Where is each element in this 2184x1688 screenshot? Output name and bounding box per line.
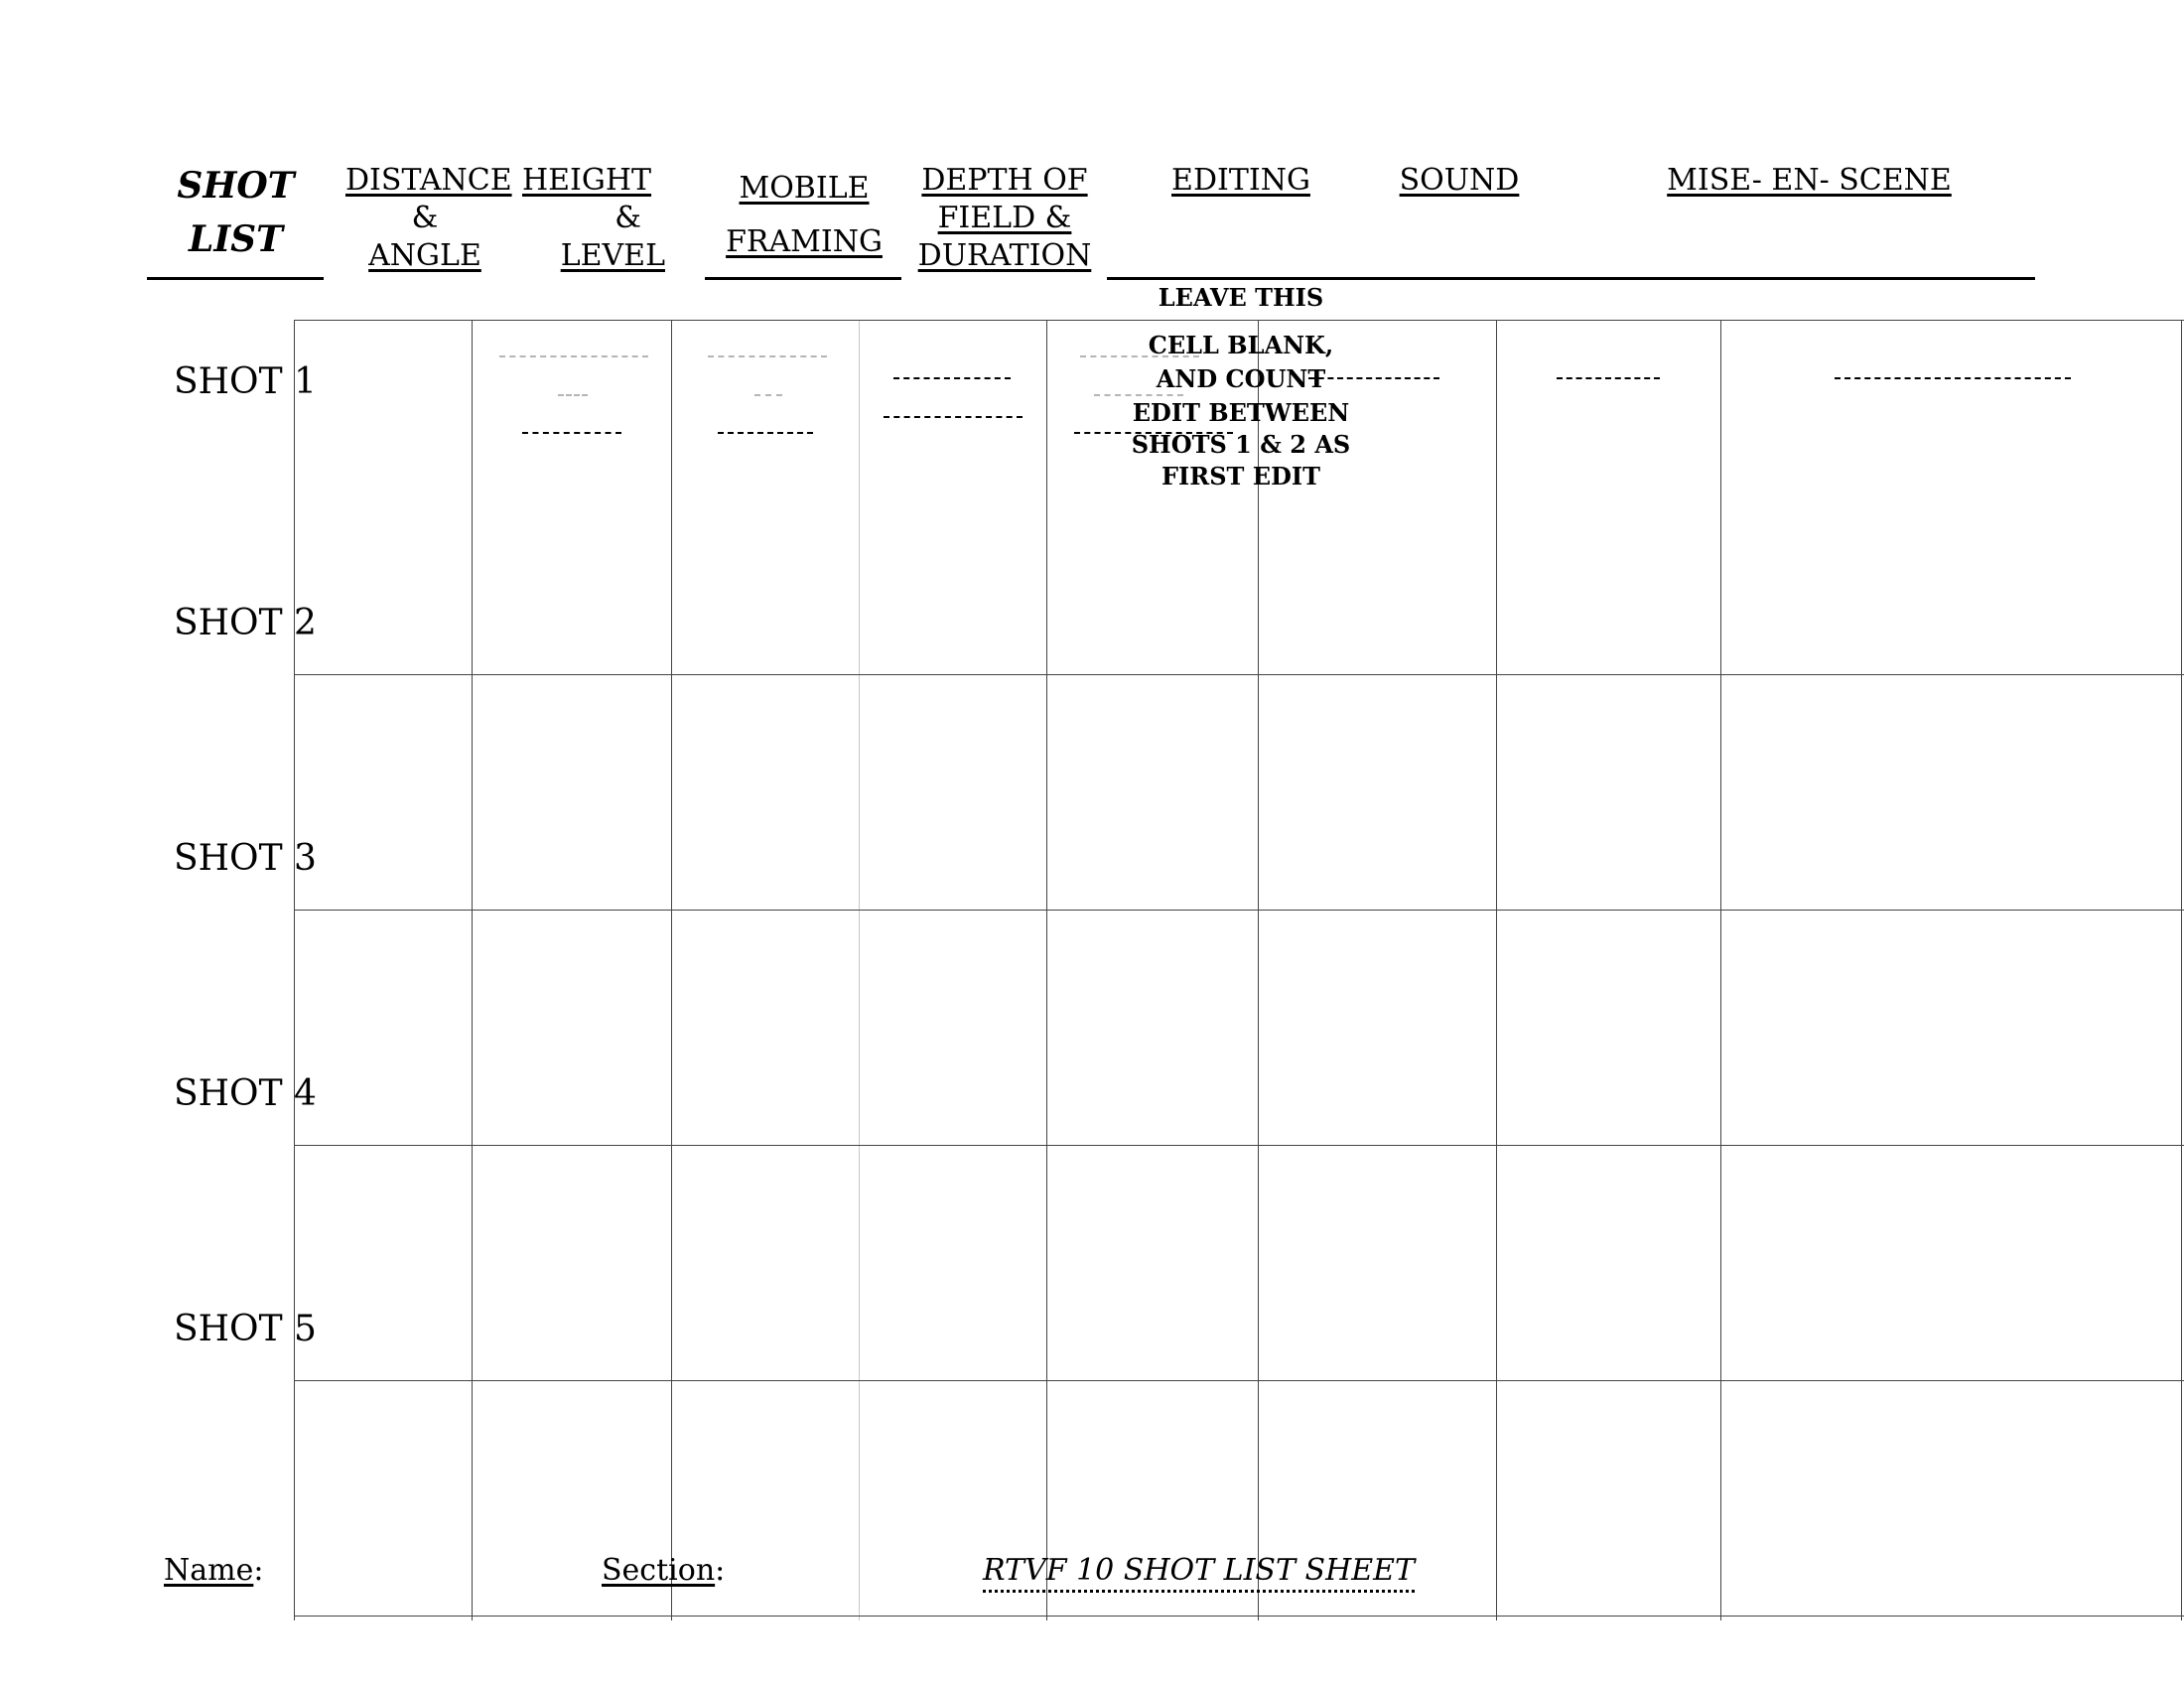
depth-line-1: DEPTH OF bbox=[921, 163, 1088, 198]
grid-line bbox=[294, 320, 295, 1620]
note-line-5: SHOTS 1 & 2 AS bbox=[1131, 430, 1351, 459]
row-label: SHOT 3 bbox=[174, 838, 317, 879]
section-field[interactable] bbox=[602, 1553, 725, 1588]
header-sound: SOUND bbox=[1399, 163, 1520, 198]
mobile-line-2: FRAMING bbox=[726, 224, 883, 259]
distance-line-1: DISTANCE bbox=[345, 163, 512, 198]
section-label: Section bbox=[602, 1553, 716, 1588]
sheet-title bbox=[983, 1553, 1415, 1588]
grid-line bbox=[294, 1380, 2184, 1381]
row-label: SHOT 4 bbox=[174, 1073, 317, 1114]
row-label: SHOT 5 bbox=[174, 1309, 317, 1349]
height-line-1: HEIGHT bbox=[522, 163, 652, 198]
editing-note bbox=[1092, 282, 1390, 314]
grid-line bbox=[294, 320, 2184, 321]
grid-line bbox=[1496, 320, 1497, 1620]
placeholder-line bbox=[754, 394, 782, 396]
distance-line-2: & bbox=[411, 201, 439, 235]
depth-line-3: DURATION bbox=[917, 238, 1092, 273]
grid-line bbox=[294, 1145, 2184, 1146]
placeholder-line bbox=[884, 416, 1023, 418]
height-line-2: & bbox=[614, 201, 641, 235]
name-label: Name bbox=[164, 1553, 254, 1588]
placeholder-line bbox=[893, 377, 1011, 379]
note-line-1: LEAVE THIS bbox=[1158, 283, 1324, 312]
grid-line bbox=[472, 320, 473, 1620]
placeholder-line bbox=[708, 355, 827, 357]
note-line-2: CELL BLANK, bbox=[1148, 331, 1334, 359]
placeholder-line bbox=[1557, 377, 1660, 379]
distance-line-3: ANGLE bbox=[368, 238, 481, 273]
placeholder-line bbox=[718, 432, 813, 434]
placeholder-line bbox=[1835, 377, 2071, 379]
name-field[interactable] bbox=[164, 1553, 263, 1588]
editing-note-body bbox=[1092, 330, 1390, 492]
grid-line bbox=[294, 1616, 2184, 1617]
grid-line bbox=[671, 320, 672, 1620]
depth-line-2: FIELD & bbox=[937, 201, 1072, 235]
height-line-3: LEVEL bbox=[560, 238, 665, 273]
sheet-title-text: RTVF 10 SHOT LIST SHEET bbox=[983, 1553, 1415, 1593]
row-label: SHOT 1 bbox=[174, 361, 317, 402]
grid-line bbox=[1720, 320, 1721, 1620]
grid-line bbox=[1258, 320, 1259, 1620]
note-line-4: EDIT BETWEEN bbox=[1132, 398, 1350, 427]
header-mise-en-scene: MISE- EN- SCENE bbox=[1667, 163, 1952, 198]
header-editing: EDITING bbox=[1171, 163, 1310, 198]
name-colon: : bbox=[253, 1553, 264, 1588]
row-label: SHOT 2 bbox=[174, 603, 317, 643]
grid-line bbox=[294, 674, 2184, 675]
placeholder-line bbox=[522, 432, 621, 434]
placeholder-line bbox=[558, 394, 588, 396]
grid-line bbox=[859, 320, 860, 1620]
mobile-line-1: MOBILE bbox=[739, 171, 870, 206]
grid-line bbox=[2181, 320, 2182, 1620]
grid-line bbox=[294, 910, 2184, 911]
grid-line bbox=[1046, 320, 1047, 1620]
title-line-1: SHOT bbox=[177, 165, 295, 207]
section-colon: : bbox=[715, 1553, 726, 1588]
title-line-2: LIST bbox=[189, 218, 283, 260]
note-line-3: AND COUNT bbox=[1156, 364, 1326, 393]
note-line-6: FIRST EDIT bbox=[1161, 462, 1320, 491]
placeholder-line bbox=[499, 355, 648, 357]
